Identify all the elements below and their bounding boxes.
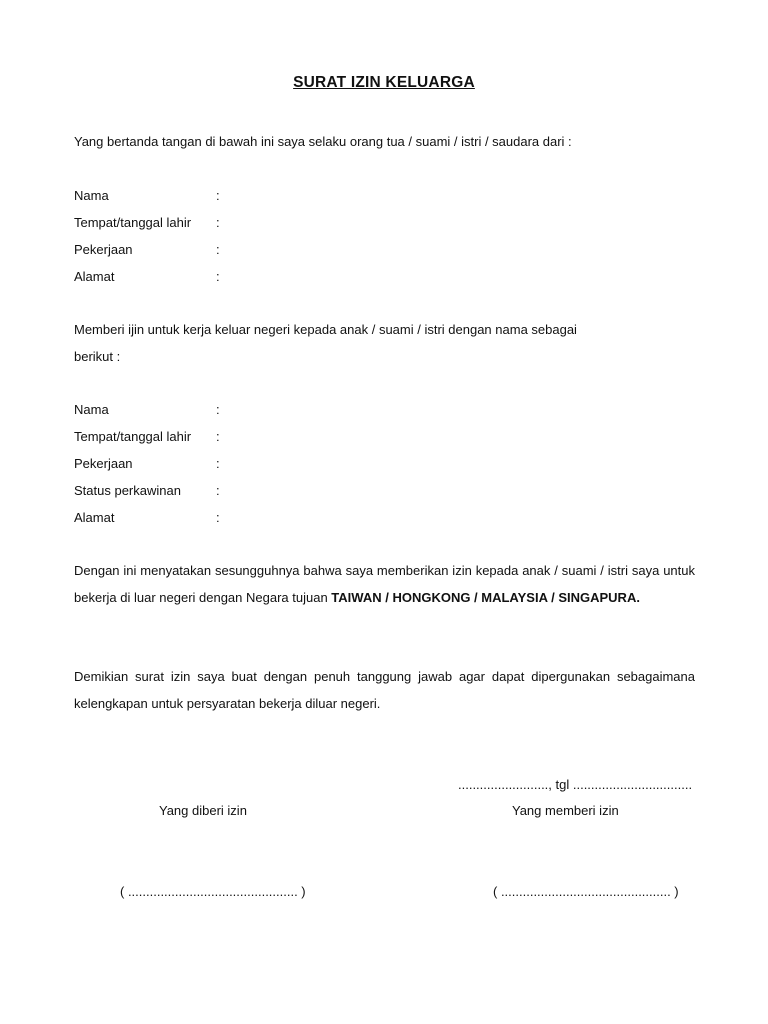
permission-text-line2: berikut : — [74, 349, 121, 364]
field-label: Status perkawinan — [74, 483, 181, 498]
field-colon: : — [216, 402, 220, 417]
field-colon: : — [216, 483, 220, 498]
field-label: Alamat — [74, 269, 115, 284]
field-colon: : — [216, 242, 220, 257]
statement-paragraph — [74, 557, 695, 611]
field-colon: : — [216, 429, 220, 444]
field-label: Tempat/tanggal lahir — [74, 215, 192, 230]
field-label: Pekerjaan — [74, 456, 133, 471]
left-signature-line: ( ............................................... ) — [120, 884, 306, 899]
field-colon: : — [216, 188, 220, 203]
field-label: Tempat/tanggal lahir — [74, 429, 192, 444]
destination-countries: TAIWAN / HONGKONG / MALAYSIA / SINGAPURA. — [331, 590, 640, 605]
field-colon: : — [216, 269, 220, 284]
field-label: Nama — [74, 402, 109, 417]
field-colon: : — [216, 510, 220, 525]
field-label: Nama — [74, 188, 109, 203]
field-colon: : — [216, 215, 220, 230]
field-label: Pekerjaan — [74, 242, 133, 257]
field-colon: : — [216, 456, 220, 471]
closing-paragraph: Demikian surat izin saya buat dengan penuh tanggung jawab agar dapat dipergunakan sebagaimana kelengkapan untuk persyaratan bekerja diluar negeri. — [74, 669, 695, 711]
permission-text-line1: Memberi ijin untuk kerja keluar negeri kepada anak / suami / istri dengan nama sebagai — [74, 322, 577, 337]
right-signer-label: Yang memberi izin — [512, 803, 619, 818]
place-date-line: ........................., tgl ................................. — [458, 777, 693, 792]
field-label: Alamat — [74, 510, 115, 525]
right-signature-line: ( ............................................... ) — [493, 884, 679, 899]
statement-text: Dengan ini menyatakan sesungguhnya bahwa saya memberikan izin kepada anak / suami / istri saya untuk bekerja di luar negeri dengan Negara tujuan — [74, 563, 695, 605]
intro-text: Yang bertanda tangan di bawah ini saya selaku orang tua / suami / istri / saudara dari : — [74, 134, 572, 149]
left-signer-label: Yang diberi izin — [159, 803, 247, 818]
document-title: SURAT IZIN KELUARGA — [293, 74, 475, 91]
